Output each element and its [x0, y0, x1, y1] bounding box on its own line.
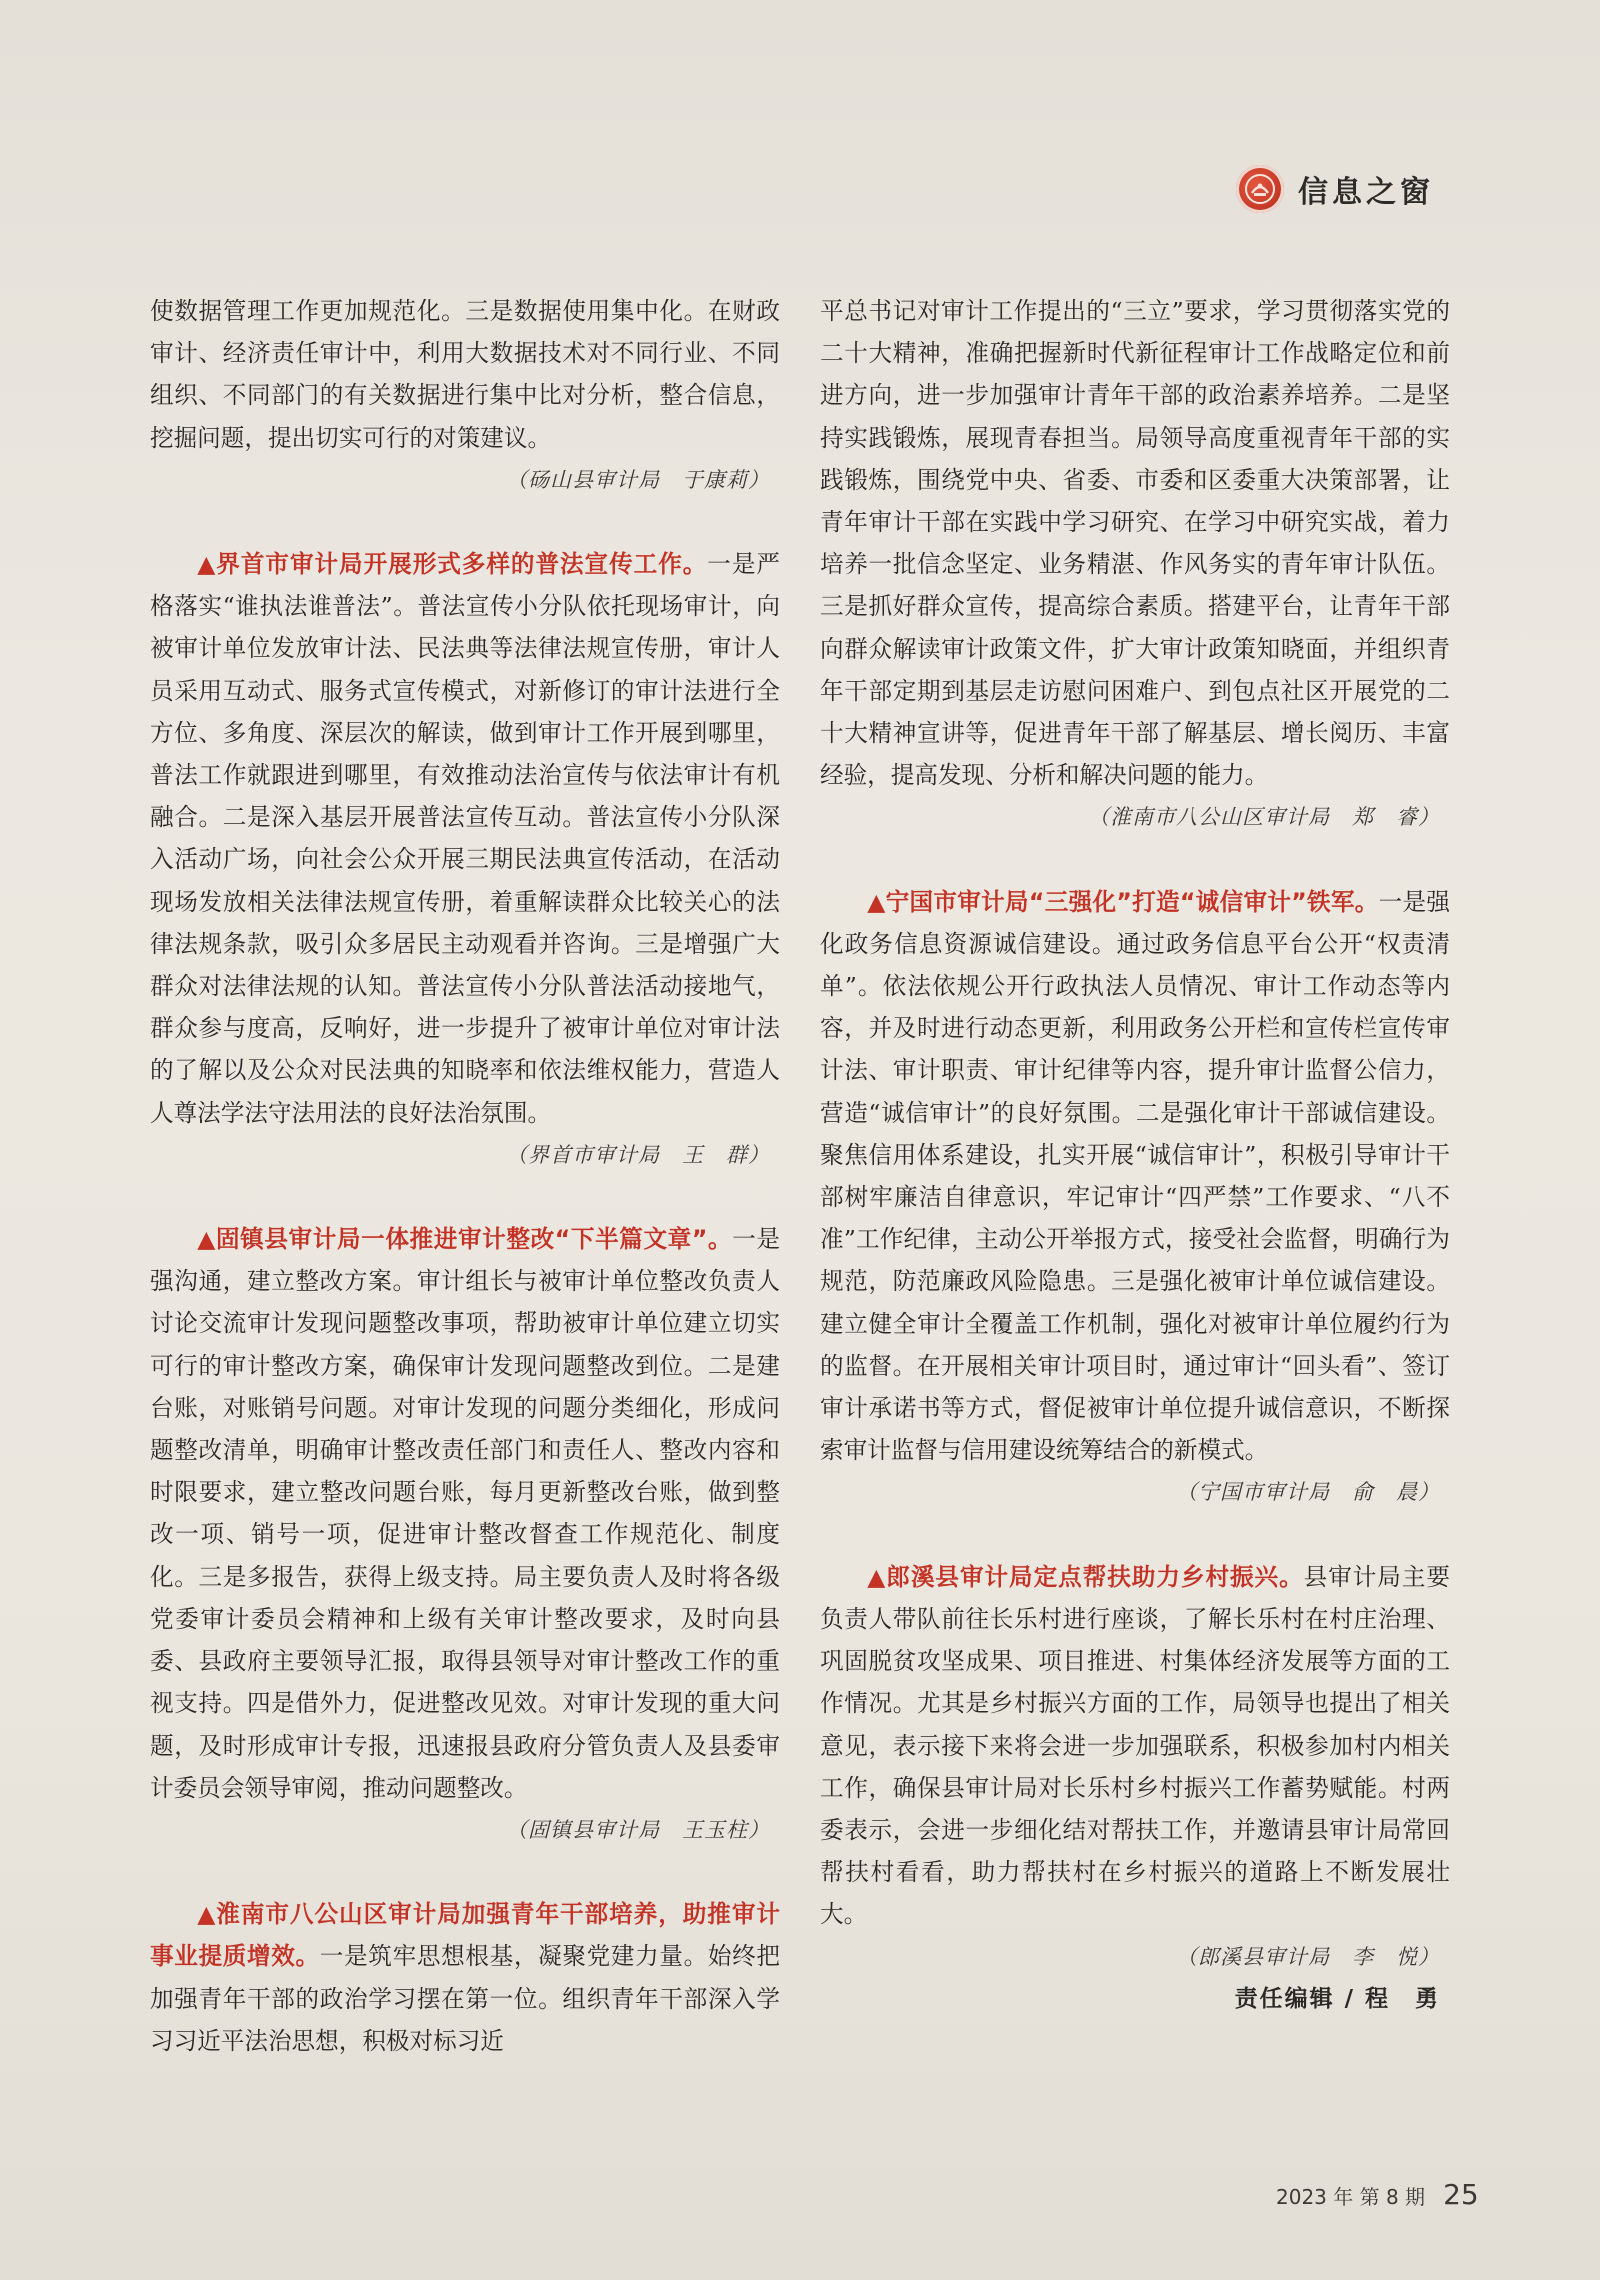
- article-body: 一是强化政务信息资源诚信建设。通过政务信息平台公开“权责清单”。依法依规公开行政执法人员情况、审计工作动态等内容，并及时进行动态更新，利用政务公开栏和宣传栏宣传审计法、审计职责、审计纪律等内容，提升审计监督公信力，营造“诚信审计”的良好氛围。二是强化审计干部诚信建设。聚焦信用体系建设，扎实开展“诚信审计”，积极引导审计干部树牢廉洁自律意识，牢记审计“四严禁”工作要求、“八不准”工作纪律，主动公开举报方式，接受社会监督，明确行为规范，防范廉政风险隐患。三是强化被审计单位诚信建设。建立健全审计全覆盖工作机制，强化对被审计单位履约行为的监督。在开展相关审计项目时，通过审计“回头看”、签订审计承诺书等方式，督促被审计单位提升诚信意识，不断探索审计监督与信用建设统筹结合的新模式。: [820, 887, 1451, 1465]
- article-bagongshan: [150, 1893, 780, 2062]
- left-column: [150, 290, 780, 2062]
- article-headline: ▲淮南市八公山区审计局加强青年干部培养，助推审计事业提质增效。: [150, 1900, 780, 1971]
- paragraph: 使数据管理工作更加规范化。三是数据使用集中化。在财政审计、经济责任审计中，利用大数据技术对不同行业、不同组织、不同部门的有关数据进行集中比对分析，整合信息，挖掘问题，提出切实可行的对策建议。: [150, 297, 780, 452]
- article-headline: ▲宁国市审计局“三强化”打造“诚信审计”铁军。: [867, 887, 1379, 916]
- byline: （界首市审计局 王 群）: [506, 1142, 770, 1167]
- article-headline: ▲界首市审计局开展形式多样的普法宣传工作。: [197, 550, 708, 579]
- right-column: [820, 290, 1450, 2020]
- article-headline: ▲郎溪县审计局定点帮扶助力乡村振兴。: [867, 1562, 1304, 1591]
- article-guzhen: [150, 1218, 780, 1809]
- article-body-continued: 平总书记对审计工作提出的“三立”要求，学习贯彻落实党的二十大精神，准确把握新时代新征程审计工作战略定位和前进方向，进一步加强审计青年干部的政治素养培养。二是坚持实践锻炼，展现青春担当。局领导高度重视青年干部的实践锻炼，围绕党中央、省委、市委和区委重大决策部署，让青年审计干部在实践中学习研究、在学习中研究实战，着力培养一批信念坚定、业务精湛、作风务实的青年审计队伍。三是抓好群众宣传，提高综合素质。搭建平台，让青年干部向群众解读审计政策文件，扩大审计政策知晓面，并组织青年干部定期到基层走访慰问困难户、到包点社区开展党的二十大精神宣讲等，促进青年干部了解基层、增长阅历、丰富经验，提高发现、分析和解决问题的能力。: [820, 297, 1450, 790]
- page-number: 25: [1443, 2178, 1479, 2211]
- section-title: 信息之窗: [1298, 175, 1434, 210]
- article-ningguo: [820, 881, 1450, 1472]
- byline: （宁国市审计局 俞 晨）: [1176, 1480, 1440, 1505]
- article-body: 一是筑牢思想根基，凝聚党建力量。始终把加强青年干部的政治学习摆在第一位。组织青年干部深入学习习近平法治思想，积极对标习近: [150, 1942, 781, 2055]
- byline: （郎溪县审计局 李 悦）: [1176, 1944, 1440, 1969]
- byline: （淮南市八公山区审计局 郑 睿）: [1088, 805, 1440, 830]
- section-header: [1236, 165, 1434, 213]
- article-body: 县审计局主要负责人带队前往长乐村进行座谈，了解长乐村在村庄治理、巩固脱贫攻坚成果、项目推进、村集体经济发展等方面的工作情况。尤其是乡村振兴方面的工作，局领导也提出了相关意见，表示接下来将会进一步加强联系，积极参加村内相关工作，确保县审计局对长乐村乡村振兴工作蓄势赋能。村两委表示，会进一步细化结对帮扶工作，并邀请县审计局常回帮扶村看看，助力帮扶村在乡村振兴的道路上不断发展壮大。: [820, 1562, 1451, 1929]
- article-body: 一是严格落实“谁执法谁普法”。普法宣传小分队依托现场审计，向被审计单位发放审计法、民法典等法律法规宣传册，审计人员采用互动式、服务式宣传模式，对新修订的审计法进行全方位、多角度、深层次的解读，做到审计工作开展到哪里，普法工作就跟进到哪里，有效推动法治宣传与依法审计有机融合。二是深入基层开展普法宣传互动。普法宣传小分队深入活动广场，向社会公众开展三期民法典宣传活动，在活动现场发放相关法律法规宣传册，着重解读群众比较关心的法律法规条款，吸引众多居民主动观看并咨询。三是增强广大群众对法律法规的认知。普法宣传小分队普法活动接地气，群众参与度高，反响好，进一步提升了被审计单位对审计法的了解以及公众对民法典的知晓率和依法维权能力，营造人人尊法学法守法用法的良好法治氛围。: [150, 550, 780, 1127]
- article-langxi: [820, 1556, 1450, 1936]
- byline: （固镇县审计局 王玉柱）: [506, 1817, 770, 1842]
- audit-emblem-icon: [1236, 165, 1284, 213]
- article-jieshou: [150, 543, 780, 1134]
- issue-label: 2023 年 第 8 期: [1276, 2185, 1426, 2209]
- byline: （砀山县审计局 于康莉）: [506, 467, 770, 492]
- article-body: 一是强沟通，建立整改方案。审计组长与被审计单位整改负责人讨论交流审计发现问题整改事项，帮助被审计单位建立切实可行的审计整改方案，确保审计发现问题整改到位。二是建台账，对账销号问题。对审计发现的问题分类细化，形成问题整改清单，明确审计整改责任部门和责任人、整改内容和时限要求，建立整改问题台账，每月更新整改台账，做到整改一项、销号一项，促进审计整改督查工作规范化、制度化。三是多报告，获得上级支持。局主要负责人及时将各级党委审计委员会精神和上级有关审计整改要求，及时向县委、县政府主要领导汇报，取得县领导对审计整改工作的重视支持。四是借外力，促进整改见效。对审计发现的重大问题，及时形成审计专报，迅速报县政府分管负责人及县委审计委员会领导审阅，推动问题整改。: [150, 1225, 781, 1802]
- responsible-editor: 责任编辑 / 程 勇: [1234, 1985, 1440, 2012]
- page-footer: [1276, 2178, 1479, 2211]
- article-headline: ▲固镇县审计局一体推进审计整改“下半篇文章”。: [197, 1225, 733, 1254]
